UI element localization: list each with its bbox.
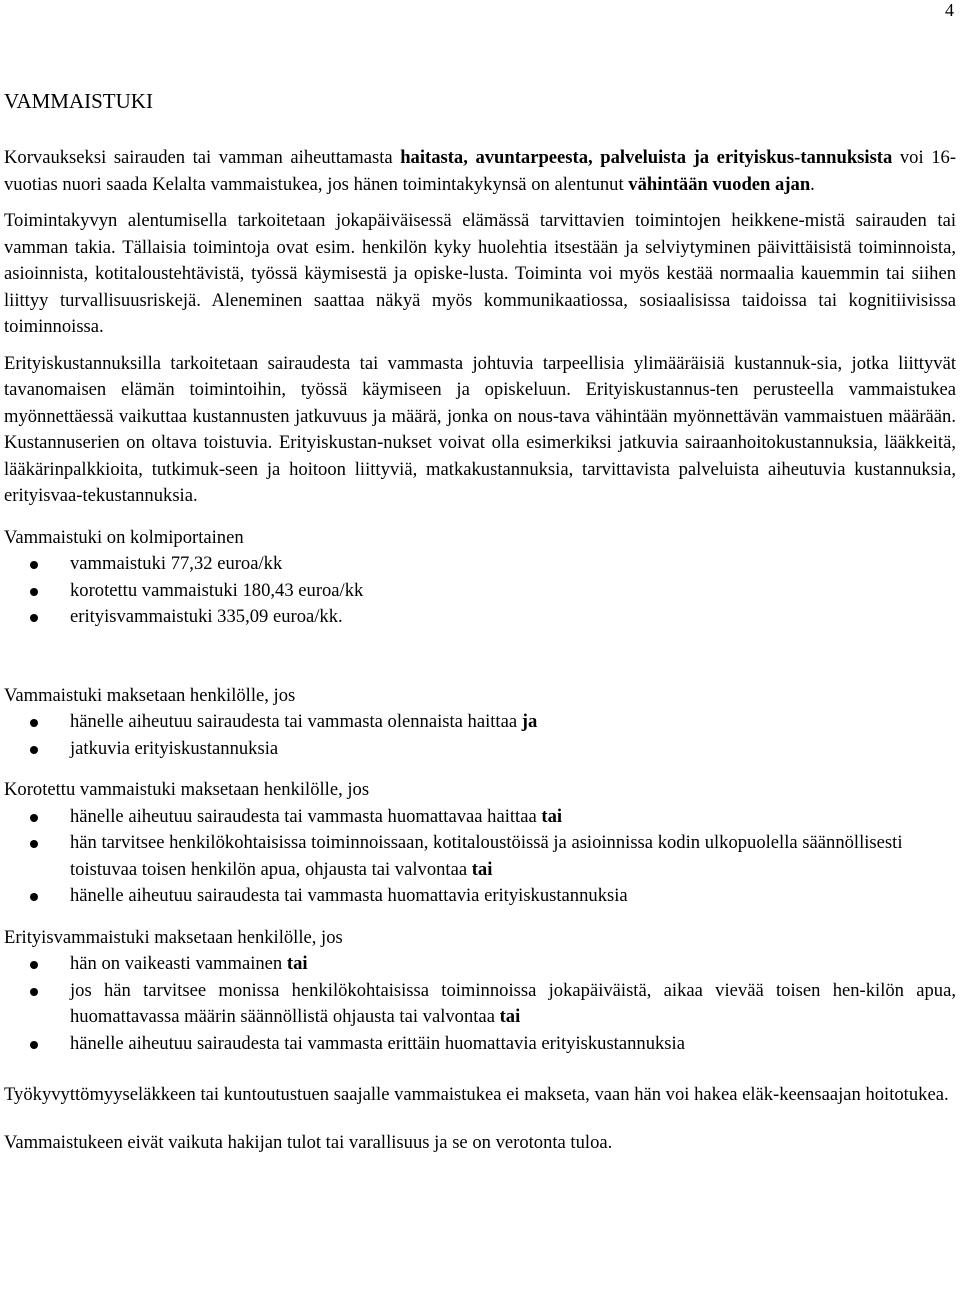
pension-note-paragraph: Työkyvyttömyyseläkkeen tai kuntoutustuen saajalle vammaistukea ei makseta, vaan hän voi hakea eläk-keensaajan hoitotukea. (4, 1084, 949, 1105)
special-conditions-section (4, 925, 956, 1058)
list-item: erityisvammaistuki 335,09 euroa/kk. (4, 604, 956, 631)
list-item: jos hän tarvitsee monissa henkilökohtaisissa toiminnoissa jokapäiväistä, aikaa vievää toisen hen-kilön apua, huomattavassa määrin säännöllistä ohjausta tai valvontaa tai (4, 978, 956, 1031)
intro-text-before: Korvaukseksi sairauden tai vamman aiheuttamasta (4, 147, 401, 168)
basic-conditions-section (4, 683, 956, 763)
raised-conditions-section (4, 777, 956, 910)
special-conditions-intro: Erityisvammaistuki maksetaan henkilölle, jos (4, 926, 343, 948)
intro-bold-duration: vähintään vuoden ajan (628, 173, 811, 195)
list-item: hänelle aiheutuu sairaudesta tai vammasta olennaista haittaa ja (4, 709, 956, 736)
list-item: hän tarvitsee henkilökohtaisissa toiminnoissaan, kotitaloustöissä ja asioinnissa kodin ulkopuolella säännöllisesti toistuvaa toisen henkilön apua, ohjausta tai valvontaa tai (4, 830, 956, 883)
intro-paragraph (4, 145, 956, 198)
list-item: hänelle aiheutuu sairaudesta tai vammasta erittäin huomattavia erityiskustannuksia (4, 1031, 956, 1058)
list-item: jatkuvia erityiskustannuksia (4, 736, 956, 763)
raised-conditions-intro: Korotettu vammaistuki maksetaan henkilölle, jos (4, 779, 370, 800)
levels-section (4, 525, 956, 631)
intro-bold-costs: haitasta, avuntarpeesta, palveluista ja erityiskus-tannuksista (400, 147, 893, 168)
special-costs-paragraph: Erityiskustannuksilla tarkoitetaan sairaudesta tai vammasta johtuvia tarpeellisia ylimääräisiä kustannuk-sia, jotka liittyvät tavanomaisen elämän toimintoihin, työssä käymiseen ja opiskeluun. Erityiskustannus-ten perusteella vammaistukea myönnettäessä vaikuttaa kustannusten jatkuvuus ja määrä, jonka on nous-tava vähintään myönnettävän vammaistuen määrään. Kustannuserien on oltava toistuvia. Erityiskustan-nukset voivat olla esimerkiksi jatkuvia sairaanhoitokustannuksia, lääkkeitä, lääkärinpalkkioita, tutkimuk-seen ja hoitoon liittyviä, matkakustannuksia, tarvittavista palveluista aiheutuvia kustannuksia, erityisvaa-tekustannuksia. (4, 352, 956, 506)
raised-conditions-list (4, 804, 956, 910)
income-note-paragraph: Vammaistukeen eivät vaikuta hakijan tulot tai varallisuus ja se on verotonta tuloa. (4, 1131, 613, 1153)
levels-intro: Vammaistuki on kolmiportainen (4, 526, 244, 548)
list-item: hänelle aiheutuu sairaudesta tai vammasta huomattavia erityiskustannuksia (4, 883, 956, 910)
basic-conditions-list (4, 709, 956, 762)
functional-capacity-paragraph: Toimintakyvyn alentumisella tarkoitetaan jokapäiväisessä elämässä tarvittavien toimintojen heikkene-mistä sairauden tai vamman takia. Tällaisia toimintoja ovat esim. henkilön kyky huolehtia itsestään ja selviytyminen päivittäisistä toiminnoista, asioinnista, kotitaloustehtävistä, työssä käymisestä ja opiske-lusta. Toiminta voi myös kestää normaalia kauemmin tai siihen liittyy turvallisuusriskejä. Aleneminen saattaa näkyä myös kommunikaatiossa, sosiaalisissa taidoissa tai kognitiivisissa toiminnoissa. (4, 210, 956, 337)
intro-text-end: . (810, 173, 815, 195)
basic-conditions-intro: Vammaistuki maksetaan henkilölle, jos (4, 684, 296, 706)
page-title: VAMMAISTUKI (4, 89, 153, 113)
special-conditions-list (4, 951, 956, 1057)
list-item: korotettu vammaistuki 180,43 euroa/kk (4, 578, 956, 605)
document-content (4, 88, 956, 1166)
list-item: vammaistuki 77,32 euroa/kk (4, 551, 956, 578)
list-item: hänelle aiheutuu sairaudesta tai vammasta huomattavaa haittaa tai (4, 804, 956, 831)
levels-list (4, 551, 956, 631)
list-item: hän on vaikeasti vammainen tai (4, 951, 956, 978)
intro-text-mid: voi 16-vuotias nuori saada Kelalta vammaistukea, jos hänen toimintakykynsä on alentunut (4, 147, 957, 195)
page-number: 4 (945, 0, 954, 20)
